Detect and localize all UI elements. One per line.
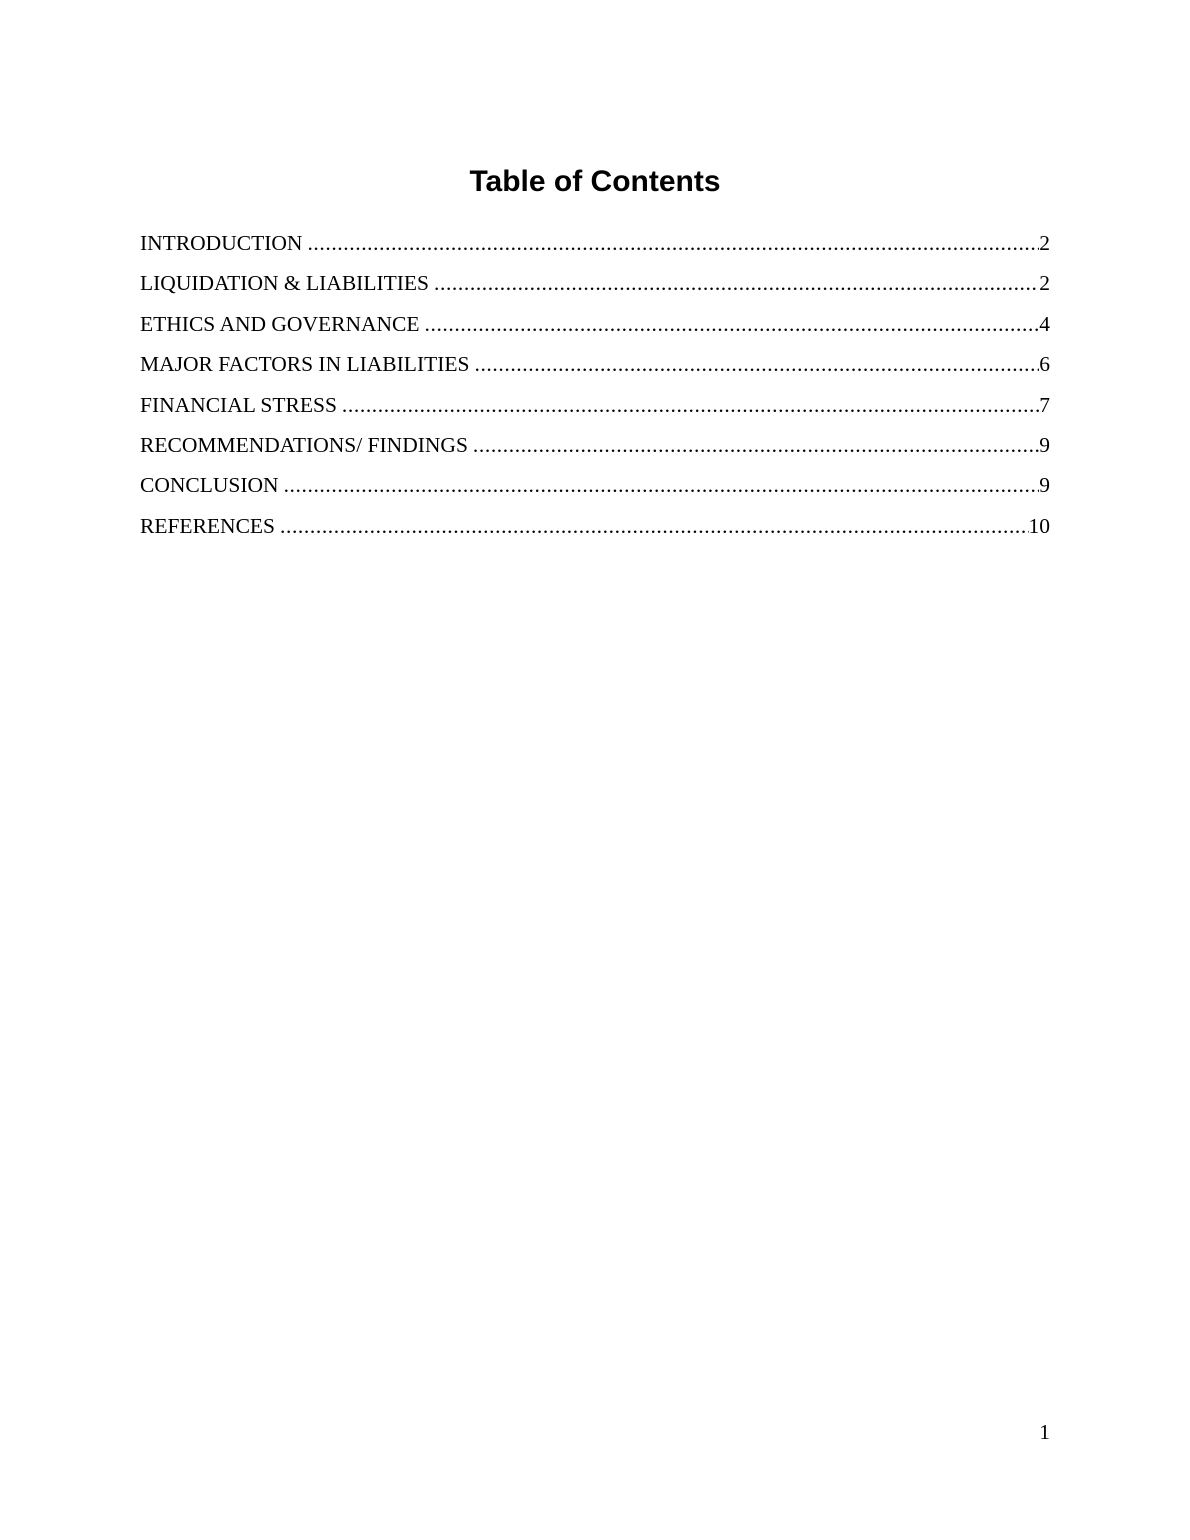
toc-entry-financial-stress[interactable] — [140, 389, 1050, 429]
toc-entry-references[interactable] — [140, 510, 1050, 550]
toc-entry-label: RECOMMENDATIONS/ FINDINGS — [140, 432, 468, 457]
toc-dot-leader — [473, 429, 1039, 461]
toc-entry-ethics-governance[interactable] — [140, 308, 1050, 348]
table-of-contents — [140, 227, 1050, 550]
toc-entry-label: FINANCIAL STRESS — [140, 392, 337, 417]
toc-entry-major-factors[interactable] — [140, 348, 1050, 388]
toc-entry-label: MAJOR FACTORS IN LIABILITIES — [140, 352, 470, 377]
toc-entry-page: 7 — [1039, 392, 1050, 417]
toc-entry-conclusion[interactable] — [140, 469, 1050, 509]
toc-entry-label: INTRODUCTION — [140, 231, 303, 255]
toc-entry-label: REFERENCES — [140, 513, 275, 538]
toc-entry-page: 9 — [1039, 432, 1050, 457]
toc-entry-recommendations[interactable] — [140, 429, 1050, 469]
toc-entry-page: 9 — [1039, 473, 1050, 498]
toc-entry-page: 6 — [1039, 352, 1050, 377]
toc-dot-leader — [425, 308, 1040, 340]
toc-entry-page: 2 — [1039, 231, 1050, 255]
toc-dot-leader — [280, 510, 1029, 542]
toc-entry-introduction[interactable] — [140, 227, 1050, 267]
toc-entry-label: ETHICS AND GOVERNANCE — [140, 311, 420, 336]
toc-entry-label: LIQUIDATION & LIABILITIES — [140, 271, 429, 296]
page-number: 1 — [1039, 1420, 1050, 1444]
toc-entry-page: 2 — [1039, 271, 1050, 296]
toc-dot-leader — [342, 389, 1039, 421]
toc-dot-leader — [434, 267, 1039, 299]
toc-entry-page: 4 — [1039, 311, 1050, 336]
toc-entry-liquidation-liabilities[interactable] — [140, 267, 1050, 307]
toc-dot-leader — [307, 227, 1039, 259]
toc-entry-label: CONCLUSION — [140, 473, 279, 498]
toc-heading: Table of Contents — [469, 165, 721, 198]
toc-dot-leader — [284, 469, 1040, 501]
toc-dot-leader — [474, 348, 1039, 380]
toc-entry-page: 10 — [1028, 513, 1050, 538]
